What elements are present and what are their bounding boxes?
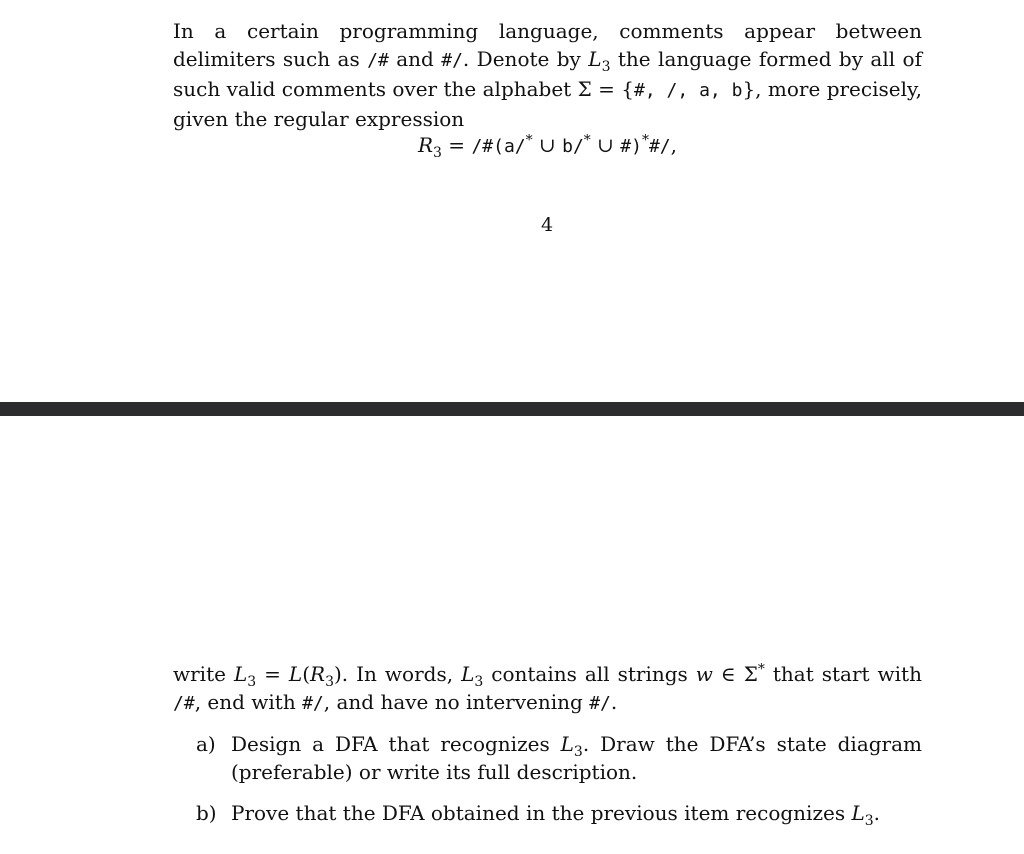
kleene-star: * [583, 132, 591, 149]
regex-symbol: R [417, 133, 434, 157]
math-letter: L [851, 801, 865, 825]
language-definition-paragraph [173, 660, 922, 718]
math-letter: L [461, 662, 475, 686]
item-body [231, 730, 922, 786]
regex-part: #/ [648, 136, 671, 157]
math-paren: ) [333, 662, 342, 686]
page-number: 4 [540, 214, 554, 236]
math-subscript: 3 [433, 145, 442, 161]
text-run: In a certain programming language, comments appear between delimiters such as [173, 19, 922, 71]
math-subscript: 3 [247, 674, 257, 690]
alphabet-definition [578, 77, 756, 101]
regex-part: b/ [562, 136, 584, 157]
math-brace: } [742, 77, 756, 101]
item-label: b) [196, 801, 217, 825]
math-operator: = [441, 133, 472, 157]
close-delimiter: #/ [302, 693, 324, 714]
text-run: and [388, 47, 442, 71]
question-item-b [196, 799, 922, 827]
kleene-star: * [757, 661, 765, 678]
math-subscript: 3 [325, 674, 334, 690]
math-subscript: 3 [864, 813, 874, 829]
sigma-symbol: Σ [577, 77, 592, 101]
regex-part: /#(a/ [471, 136, 526, 157]
math-letter: L [288, 662, 303, 686]
math-letter: L [233, 662, 248, 686]
regex-part: #) [620, 136, 642, 157]
text-run: . [610, 690, 618, 714]
text-run: . Draw the DFA’s state diagram (preferable) or write its full description. [231, 732, 923, 784]
math-subscript: 3 [573, 744, 583, 760]
text-run: , end with [194, 690, 303, 714]
math-operator: ∈ [712, 662, 744, 686]
item-body [231, 799, 922, 827]
sigma-symbol: Σ [743, 662, 758, 686]
text-run: . [873, 801, 881, 825]
union-operator: ∪ [590, 133, 621, 157]
math-subscript: 3 [601, 59, 611, 75]
page-separator [0, 402, 1024, 416]
math-letter: w [695, 662, 713, 686]
kleene-star: * [641, 132, 649, 149]
punctuation: , [670, 133, 678, 157]
math-paren: ( [302, 662, 310, 686]
math-letter: L [560, 732, 574, 756]
math-operator: = { [591, 77, 634, 101]
text-run: . Denote by [462, 47, 589, 71]
union-operator: ∪ [532, 133, 563, 157]
alphabet-symbols: #, /, a, b [634, 80, 743, 101]
math-letter: L [588, 47, 602, 71]
math-subscript: 3 [474, 674, 484, 690]
text-run: contains all strings [483, 662, 696, 686]
regular-expression-equation [0, 131, 1024, 161]
document-page-top [0, 0, 1024, 402]
text-run: the language formed by all of such valid comments over the alphabet [173, 47, 922, 101]
text-run: , and have no intervening [323, 690, 590, 714]
text-run: write [173, 662, 234, 686]
close-delimiter: #/ [589, 693, 611, 714]
text-run: that start with [764, 662, 922, 686]
open-delimiter: /# [173, 693, 195, 714]
question-item-a [196, 730, 922, 786]
text-run: Prove that the DFA obtained in the previous item recognizes [231, 801, 852, 825]
close-delimiter: #/ [441, 50, 463, 71]
text-run: , more precisely, given the regular expression [173, 77, 922, 131]
text-run: Design a DFA that recognizes [231, 732, 561, 756]
document-page-bottom [0, 416, 1024, 854]
language-symbol [588, 47, 611, 75]
text-run: . In words, [341, 662, 462, 686]
math-operator: = [256, 662, 289, 686]
item-label: a) [196, 732, 216, 756]
math-letter: R [310, 662, 326, 686]
kleene-star: * [525, 132, 533, 149]
open-delimiter: /# [367, 50, 389, 71]
problem-intro-paragraph [173, 17, 922, 133]
